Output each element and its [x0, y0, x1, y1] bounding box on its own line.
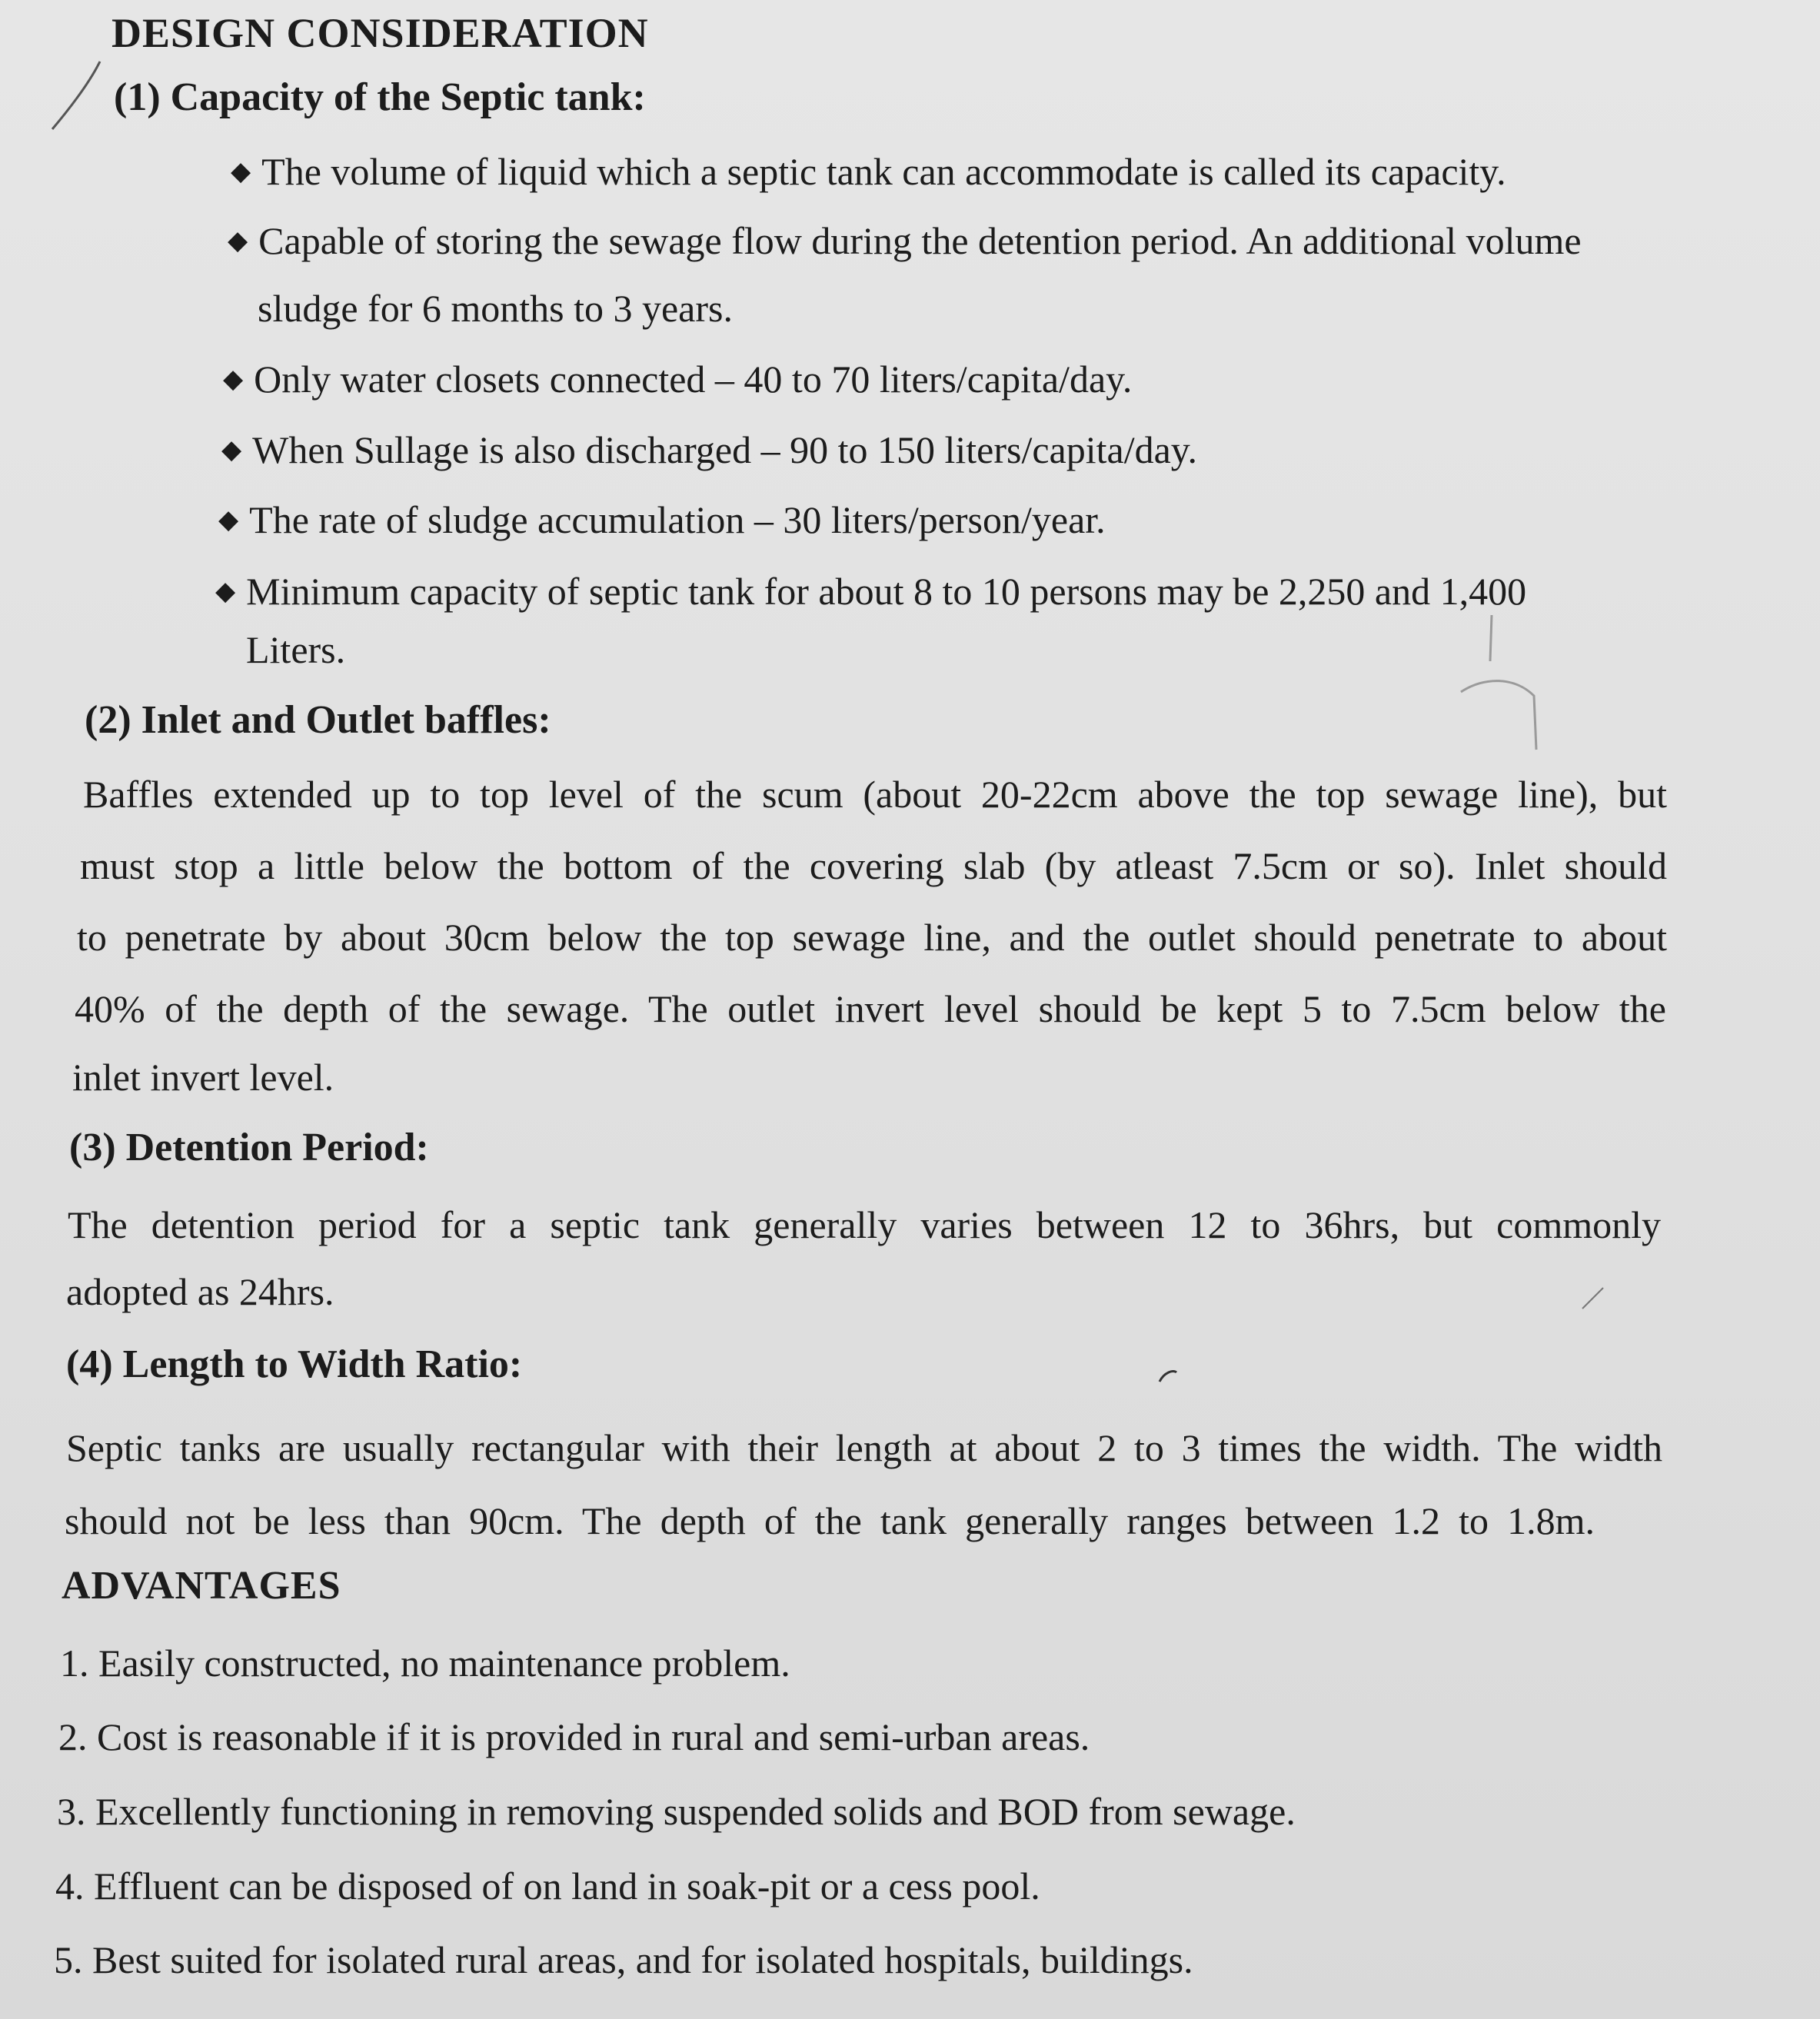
- capacity-bullet: ◆ The rate of sludge accumulation – 30 liters/person/year.: [218, 494, 1106, 546]
- capacity-bullet: ◆ Minimum capacity of septic tank for about 8 to 10 persons may be 2,250 and 1,400: [215, 566, 1526, 617]
- detention-text-line: adopted as 24hrs.: [66, 1270, 334, 1313]
- detention-heading: (3) Detention Period:: [69, 1126, 429, 1169]
- capacity-bullet: ◆ Only water closets connected – 40 to 70 liters/capita/day.: [223, 354, 1132, 405]
- ratio-text-line: Septic tanks are usually rectangular with their length at about 2 to 3 times the width. The width: [66, 1426, 1662, 1469]
- bullet-diamond-icon: ◆: [231, 158, 251, 186]
- capacity-bullet: ◆ Capable of storing the sewage flow during the detention period. An additional volume: [228, 215, 1582, 267]
- baffles-heading: (2) Inlet and Outlet baffles:: [85, 698, 551, 742]
- advantage-item: 5. Best suited for isolated rural areas, and for isolated hospitals, buildings.: [54, 1938, 1193, 1981]
- baffles-text-line: to penetrate by about 30cm below the top sewage line, and the outlet should penetrate to about: [77, 916, 1667, 959]
- pen-mark: [1153, 1365, 1184, 1388]
- capacity-bullet-continuation: Liters.: [246, 628, 346, 671]
- pen-mark: [1576, 1284, 1607, 1315]
- baffles-text-line: Baffles extended up to top level of the scum (about 20-22cm above the top sewage line), but: [83, 773, 1667, 816]
- capacity-heading: (1) Capacity of the Septic tank:: [114, 75, 646, 119]
- bullet-diamond-icon: ◆: [218, 506, 239, 534]
- capacity-bullet: ◆ The volume of liquid which a septic tank can accommodate is called its capacity.: [231, 146, 1506, 198]
- capacity-bullet: ◆ When Sullage is also discharged – 90 to 150 liters/capita/day.: [221, 424, 1197, 476]
- ratio-heading: (4) Length to Width Ratio:: [66, 1342, 523, 1386]
- bullet-diamond-icon: ◆: [221, 436, 242, 464]
- baffles-text-line: inlet invert level.: [72, 1056, 334, 1099]
- detention-text-line: The detention period for a septic tank generally varies between 12 to 36hrs, but commonly: [68, 1203, 1661, 1246]
- baffles-text-line: 40% of the depth of the sewage. The outlet invert level should be kept 5 to 7.5cm below the: [75, 987, 1666, 1030]
- advantage-item: 2. Cost is reasonable if it is provided in rural and semi-urban areas.: [58, 1715, 1090, 1758]
- capacity-bullet-continuation: sludge for 6 months to 3 years.: [258, 287, 733, 330]
- advantage-item: 1. Easily constructed, no maintenance problem.: [60, 1641, 790, 1685]
- bullet-diamond-icon: ◆: [228, 227, 248, 255]
- advantages-heading: ADVANTAGES: [62, 1564, 341, 1608]
- paper-crease: [1446, 607, 1546, 761]
- bullet-diamond-icon: ◆: [223, 365, 244, 394]
- advantage-item: 4. Effluent can be disposed of on land in soak-pit or a cess pool.: [55, 1864, 1040, 1908]
- page-title: DESIGN CONSIDERATION: [111, 10, 649, 56]
- advantage-item: 3. Excellently functioning in removing suspended solids and BOD from sewage.: [57, 1790, 1296, 1833]
- ratio-text-line: should not be less than 90cm. The depth of the tank generally ranges between 1.2 to 1.8m.: [65, 1499, 1595, 1542]
- bullet-diamond-icon: ◆: [215, 577, 236, 606]
- baffles-text-line: must stop a little below the bottom of the covering slab (by atleast 7.5cm or so). Inlet should: [80, 844, 1667, 887]
